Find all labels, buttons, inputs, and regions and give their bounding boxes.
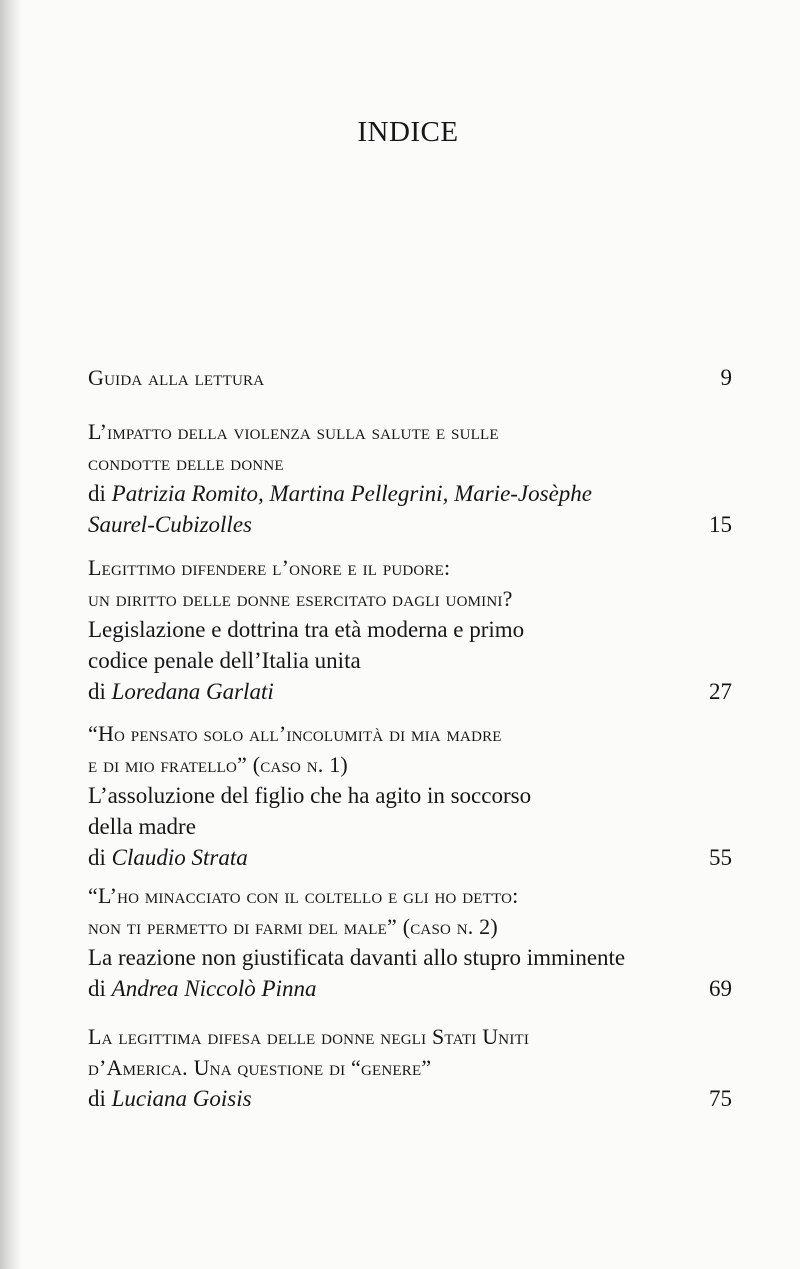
entry-subtitle-line: della madre — [88, 814, 196, 839]
entry-subtitle-line: L’assoluzione del figlio che ha agito in soccorso — [88, 783, 532, 808]
author-names: Saurel-Cubizolles — [88, 512, 252, 537]
page-number: 69 — [709, 976, 732, 1001]
author-prefix: di — [88, 481, 106, 506]
page-number: 9 — [720, 365, 732, 390]
toc-entry[interactable] — [88, 718, 732, 873]
entry-author-line — [88, 1083, 732, 1114]
entry-title-line: La legittima difesa delle donne negli Stati Uniti — [88, 1024, 530, 1049]
entry-author-line — [88, 973, 732, 1004]
entry-title-line: d’America. Una questione di “genere” — [88, 1055, 432, 1080]
entry-author-line — [88, 676, 732, 707]
page-edge-shadow — [0, 0, 22, 1269]
entry-title-line: L’impatto della violenza sulla salute e sulle — [88, 419, 499, 444]
author-prefix: di — [88, 976, 106, 1001]
author-prefix: di — [88, 845, 106, 870]
toc-entry[interactable] — [88, 880, 732, 1004]
entry-title-line: non ti permetto di farmi del male” (caso n. 2) — [88, 914, 498, 939]
entry-author-line — [88, 842, 732, 873]
toc-entry[interactable] — [88, 552, 732, 707]
entry-title-line: “L’ho minacciato con il coltello e gli ho detto: — [88, 883, 519, 908]
toc-entry[interactable] — [88, 362, 732, 393]
entry-title-line: condotte delle donne — [88, 450, 284, 475]
page-number: 55 — [709, 845, 732, 870]
entry-title-line: Legittimo difendere l’onore e il pudore: — [88, 555, 451, 580]
author-prefix: di — [88, 679, 106, 704]
author-names: Patrizia Romito, Martina Pellegrini, Marie-Josèphe — [111, 481, 593, 506]
entry-title-line: “Ho pensato solo all’incolumità di mia madre — [88, 721, 502, 746]
author-names: Claudio Strata — [111, 845, 248, 870]
page-number: 75 — [709, 1086, 732, 1111]
page-title: INDICE — [357, 116, 459, 148]
author-names: Andrea Niccolò Pinna — [111, 976, 317, 1001]
page-number: 15 — [709, 512, 732, 537]
entry-author-line — [88, 509, 732, 540]
entry-author-line — [88, 478, 732, 509]
author-names: Luciana Goisis — [111, 1086, 252, 1111]
entry-title-line: Guida alla lettura — [88, 365, 265, 390]
toc-entry[interactable] — [88, 1021, 732, 1114]
author-prefix: di — [88, 1086, 106, 1111]
entry-subtitle-line: codice penale dell’Italia unita — [88, 648, 361, 673]
author-names: Loredana Garlati — [111, 679, 274, 704]
entry-title-line: un diritto delle donne esercitato dagli uomini? — [88, 586, 513, 611]
entry-subtitle-line: La reazione non giustificata davanti allo stupro imminente — [88, 945, 626, 970]
toc-entry[interactable] — [88, 416, 732, 540]
page-number: 27 — [709, 679, 732, 704]
entry-title-line: e di mio fratello” (caso n. 1) — [88, 752, 348, 777]
entry-subtitle-line: Legislazione e dottrina tra età moderna e primo — [88, 617, 525, 642]
